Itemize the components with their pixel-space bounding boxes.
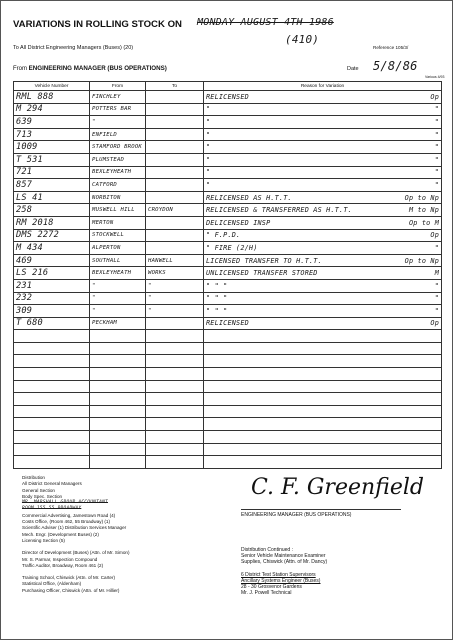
- distribution-entry: Mr. S. Parmar, Inspection Compound: [22, 556, 98, 562]
- from-cell: [90, 431, 146, 444]
- from-cell: [90, 456, 146, 469]
- reason-cell: [204, 418, 442, 431]
- reason-cell: [204, 443, 442, 456]
- vehicle-cell: LS 41: [14, 191, 90, 204]
- distribution-continued-title: Distribution Continued :: [241, 547, 293, 553]
- distribution-entry: Director of Development (Buses) (Attn. of Mr. Simon): [22, 550, 130, 556]
- distribution-entry: Purchasing Officer, Chiswick (Attn. of Mr. Hillier): [22, 587, 120, 593]
- from-cell: [90, 443, 146, 456]
- reason-text: ": [206, 117, 211, 126]
- table-row: [14, 141, 442, 154]
- table-row: [14, 305, 442, 318]
- status-code: ": [434, 306, 439, 315]
- reason-cell: [204, 279, 442, 292]
- vehicle-cell: [14, 443, 90, 456]
- status-code: ": [434, 143, 439, 152]
- vehicle-cell: 713: [14, 128, 90, 141]
- reason-cell: [204, 342, 442, 355]
- vehicle-cell: T 531: [14, 153, 90, 166]
- distribution-entry: 28 - 30 Grosvenor Gardens: [241, 584, 302, 591]
- to-cell: [146, 191, 204, 204]
- to-cell: HANWELL: [146, 254, 204, 267]
- reason-cell: [204, 116, 442, 129]
- from-cell: [90, 355, 146, 368]
- reason-text: " F.P.D.: [206, 231, 241, 240]
- date-value: 5/8/86: [373, 59, 418, 73]
- from-cell: POTTERS BAR: [90, 103, 146, 116]
- col-reason: Reason for Variation: [204, 82, 442, 91]
- from-cell: STAMFORD BROOK: [90, 141, 146, 154]
- table-row: [14, 103, 442, 116]
- reason-text: " " ": [206, 294, 228, 303]
- table-header-row: [14, 82, 442, 91]
- to-cell: ": [146, 305, 204, 318]
- distribution-continued-items: [241, 553, 327, 596]
- from-cell: ": [90, 279, 146, 292]
- status-code: Op to Np: [404, 256, 439, 265]
- from-cell: MERTON: [90, 216, 146, 229]
- vehicle-cell: LS 216: [14, 267, 90, 280]
- table-row: [14, 342, 442, 355]
- reason-cell: [204, 216, 442, 229]
- from-cell: [90, 380, 146, 393]
- reason-text: " " ": [206, 281, 228, 290]
- to-cell: [146, 242, 204, 255]
- vehicle-cell: 258: [14, 204, 90, 217]
- to-cell: [146, 179, 204, 192]
- reason-text: ": [206, 105, 211, 114]
- distribution-list: [22, 475, 222, 594]
- status-code: Op: [430, 92, 439, 101]
- to-cell: [146, 330, 204, 343]
- to-cell: [146, 418, 204, 431]
- to-cell: CROYDON: [146, 204, 204, 217]
- reason-text: RELICENSED: [206, 319, 249, 328]
- table-row: [14, 204, 442, 217]
- signature: C. F. Greenfield: [251, 475, 424, 500]
- reason-cell: [204, 292, 442, 305]
- reason-cell: [204, 242, 442, 255]
- distribution-entry: MR. MARSHALL GROUP ACCOUNTANT: [22, 500, 109, 506]
- distribution-entry: Traffic Auditor, Broadway, Room 461 (2): [22, 562, 104, 568]
- from-value: ENGINEERING MANAGER (BUS OPERATIONS): [28, 65, 167, 72]
- reason-cell: [204, 103, 442, 116]
- vehicle-cell: 309: [14, 305, 90, 318]
- distribution-title: Distribution: [22, 475, 45, 480]
- vehicle-cell: 1009: [14, 141, 90, 154]
- distribution-entry: 6 District Test Station Supervisors: [241, 571, 316, 578]
- distribution-continued: [241, 547, 327, 596]
- col-vehicle-number: Vehicle Number: [14, 82, 90, 91]
- from-cell: BEXLEYHEATH: [90, 166, 146, 179]
- table-row: [14, 116, 442, 129]
- to-cell: [146, 216, 204, 229]
- to-line: To All District Engineering Managers (Buses) (20): [13, 45, 134, 51]
- reason-cell: [204, 204, 442, 217]
- distribution-entry: Senior Vehicle Maintenance Examiner: [241, 553, 326, 560]
- status-code: ": [434, 105, 439, 114]
- table-row: [14, 279, 442, 292]
- to-cell: [146, 91, 204, 104]
- to-cell: [146, 393, 204, 406]
- reason-cell: [204, 153, 442, 166]
- reason-text: ": [206, 168, 211, 177]
- table-row: [14, 418, 442, 431]
- from-label: From: [13, 66, 27, 72]
- vehicle-cell: M 294: [14, 103, 90, 116]
- table-row: [14, 242, 442, 255]
- reason-cell: [204, 128, 442, 141]
- reason-cell: [204, 267, 442, 280]
- from-cell: ": [90, 292, 146, 305]
- from-cell: NORBITON: [90, 191, 146, 204]
- distribution-items: [22, 481, 222, 594]
- distribution-entry: Body Spec. Section: [22, 493, 63, 499]
- status-code: ": [434, 130, 439, 139]
- table-row: [14, 153, 442, 166]
- table-row: [14, 317, 442, 330]
- status-code: M to Np: [408, 206, 439, 215]
- reason-text: ": [206, 180, 211, 189]
- vehicle-cell: [14, 368, 90, 381]
- from-cell: [90, 330, 146, 343]
- signature-caption: ENGINEERING MANAGER (BUS OPERATIONS): [241, 512, 352, 518]
- reason-text: UNLICENSED TRANSFER STORED: [206, 269, 318, 278]
- to-cell: [146, 431, 204, 444]
- vehicle-cell: [14, 355, 90, 368]
- reason-cell: [204, 141, 442, 154]
- from-cell: [90, 418, 146, 431]
- vehicle-cell: 232: [14, 292, 90, 305]
- to-cell: [146, 166, 204, 179]
- distribution-entry: Ancillary Systems Engineer (Buses): [241, 577, 321, 584]
- vehicle-cell: RML 888: [14, 91, 90, 104]
- vehicle-cell: [14, 330, 90, 343]
- from-cell: ENFIELD: [90, 128, 146, 141]
- vehicle-cell: RM 2018: [14, 216, 90, 229]
- distribution-entry: Scientific Adviser (1) Distribution Services Manager: [22, 525, 127, 531]
- table-row: [14, 191, 442, 204]
- distribution-entry: Costs Office, (Room 462, 55 Broadway) (1): [22, 519, 110, 525]
- table-row: [14, 431, 442, 444]
- vehicle-cell: 721: [14, 166, 90, 179]
- vehicle-cell: [14, 431, 90, 444]
- table-row: [14, 267, 442, 280]
- vehicle-cell: DMS 2272: [14, 229, 90, 242]
- vehicle-cell: M 434: [14, 242, 90, 255]
- reason-text: RELICENSED: [206, 92, 249, 101]
- table-row: [14, 91, 442, 104]
- signature-rule: [241, 509, 401, 510]
- distribution-entry: All District General Managers: [22, 481, 82, 487]
- reason-cell: [204, 229, 442, 242]
- status-code: ": [434, 168, 439, 177]
- vehicle-cell: 231: [14, 279, 90, 292]
- table-row: [14, 166, 442, 179]
- from-cell: [90, 368, 146, 381]
- reason-text: LICENSED TRANSFER TO H.T.T.: [206, 256, 322, 265]
- reason-cell: [204, 254, 442, 267]
- table-row: [14, 179, 442, 192]
- table-row: [14, 456, 442, 469]
- status-code: ": [434, 294, 439, 303]
- reason-text: RELICENSED AS H.T.T.: [206, 193, 292, 202]
- to-cell: [146, 380, 204, 393]
- to-cell: [146, 153, 204, 166]
- to-cell: [146, 368, 204, 381]
- form-number: Various 4/93: [425, 75, 445, 79]
- vehicle-cell: [14, 380, 90, 393]
- to-cell: [146, 116, 204, 129]
- handwritten-date: MONDAY AUGUST 4TH 1986: [197, 17, 334, 28]
- reason-cell: [204, 355, 442, 368]
- reason-cell: [204, 166, 442, 179]
- reason-cell: [204, 380, 442, 393]
- to-cell: [146, 342, 204, 355]
- vehicle-cell: [14, 405, 90, 418]
- table-row: [14, 443, 442, 456]
- to-cell: ": [146, 279, 204, 292]
- vehicle-cell: [14, 393, 90, 406]
- status-code: Op to Np: [404, 193, 439, 202]
- from-cell: MUSWELL HILL: [90, 204, 146, 217]
- vehicle-cell: T 680: [14, 317, 90, 330]
- to-cell: [146, 456, 204, 469]
- reason-cell: [204, 179, 442, 192]
- reason-cell: [204, 405, 442, 418]
- from-cell: STOCKWELL: [90, 229, 146, 242]
- table-row: [14, 380, 442, 393]
- to-cell: [146, 128, 204, 141]
- reason-text: ": [206, 130, 211, 139]
- reason-cell: [204, 191, 442, 204]
- distribution-entry: Training School, Chiswick (Attn. of Mr. Carter): [22, 575, 116, 581]
- from-cell: SOUTHALL: [90, 254, 146, 267]
- from-cell: FINCHLEY: [90, 91, 146, 104]
- reason-text: " " ": [206, 306, 228, 315]
- reason-cell: [204, 317, 442, 330]
- table-row: [14, 128, 442, 141]
- from-cell: BEXLEYHEATH: [90, 267, 146, 280]
- to-cell: [146, 405, 204, 418]
- reason-cell: [204, 393, 442, 406]
- table-row: [14, 355, 442, 368]
- table-row: [14, 405, 442, 418]
- reference: Reference 105/3/: [373, 45, 409, 50]
- reason-cell: [204, 368, 442, 381]
- reason-cell: [204, 431, 442, 444]
- to-cell: [146, 443, 204, 456]
- reason-cell: [204, 456, 442, 469]
- table-body: [14, 91, 442, 469]
- form-title: VARIATIONS IN ROLLING STOCK ON: [13, 19, 182, 30]
- table-row: [14, 393, 442, 406]
- table-row: [14, 229, 442, 242]
- vehicle-cell: [14, 456, 90, 469]
- table-row: [14, 254, 442, 267]
- to-cell: WORKS: [146, 267, 204, 280]
- table-row: [14, 368, 442, 381]
- distribution-entry: General Section: [22, 487, 55, 493]
- status-code: Op: [430, 319, 439, 328]
- from-cell: PECKHAM: [90, 317, 146, 330]
- status-code: ": [434, 155, 439, 164]
- reason-text: " FIRE (2/H): [206, 243, 258, 252]
- vehicle-cell: [14, 342, 90, 355]
- handwritten-number: (410): [285, 33, 320, 46]
- vehicle-cell: 639: [14, 116, 90, 129]
- table-row: [14, 292, 442, 305]
- distribution-entry: Commercial Advertising, Jamestown Road (4): [22, 512, 116, 518]
- status-code: M: [434, 269, 439, 278]
- distribution-entry: Statistical Office, (Aldenham): [22, 581, 82, 587]
- from-cell: ": [90, 305, 146, 318]
- from-cell: [90, 405, 146, 418]
- distribution-entry: Licensing Section (5): [22, 537, 65, 543]
- table-row: [14, 216, 442, 229]
- status-code: ": [434, 243, 439, 252]
- reason-cell: [204, 330, 442, 343]
- reason-text: ": [206, 155, 211, 164]
- date-label: Date: [347, 66, 359, 72]
- to-cell: [146, 317, 204, 330]
- from-cell: ": [90, 116, 146, 129]
- vehicle-cell: 469: [14, 254, 90, 267]
- distribution-entry: ROOM 155 55 BROADWAY: [22, 506, 82, 512]
- from-cell: [90, 393, 146, 406]
- status-code: ": [434, 281, 439, 290]
- from-cell: [90, 342, 146, 355]
- distribution-entry: Mr. J. Powell Technical: [241, 590, 292, 597]
- reason-text: DELICENSED INSP: [206, 218, 271, 227]
- reason-cell: [204, 305, 442, 318]
- col-from: From: [90, 82, 146, 91]
- vehicle-cell: 857: [14, 179, 90, 192]
- variations-table: [13, 81, 442, 469]
- to-cell: [146, 229, 204, 242]
- status-code: ": [434, 117, 439, 126]
- vehicle-cell: [14, 418, 90, 431]
- status-code: ": [434, 180, 439, 189]
- table-row: [14, 330, 442, 343]
- to-cell: ": [146, 292, 204, 305]
- to-cell: [146, 141, 204, 154]
- from-cell: ALPERTON: [90, 242, 146, 255]
- from-cell: CATFORD: [90, 179, 146, 192]
- reason-text: RELICENSED & TRANSFERRED AS H.T.T.: [206, 206, 352, 215]
- status-code: Op: [430, 231, 439, 240]
- from-line: [13, 65, 167, 72]
- reason-text: ": [206, 143, 211, 152]
- col-to: To: [146, 82, 204, 91]
- to-cell: [146, 355, 204, 368]
- distribution-entry: Mech. Engr. (Development Buses) (2): [22, 531, 99, 537]
- from-cell: PLUMSTEAD: [90, 153, 146, 166]
- distribution-entry: Supplies, Chiswick (Attn. of Mr. Dancy): [241, 559, 328, 566]
- status-code: Op to M: [408, 218, 439, 227]
- reason-cell: [204, 91, 442, 104]
- to-cell: [146, 103, 204, 116]
